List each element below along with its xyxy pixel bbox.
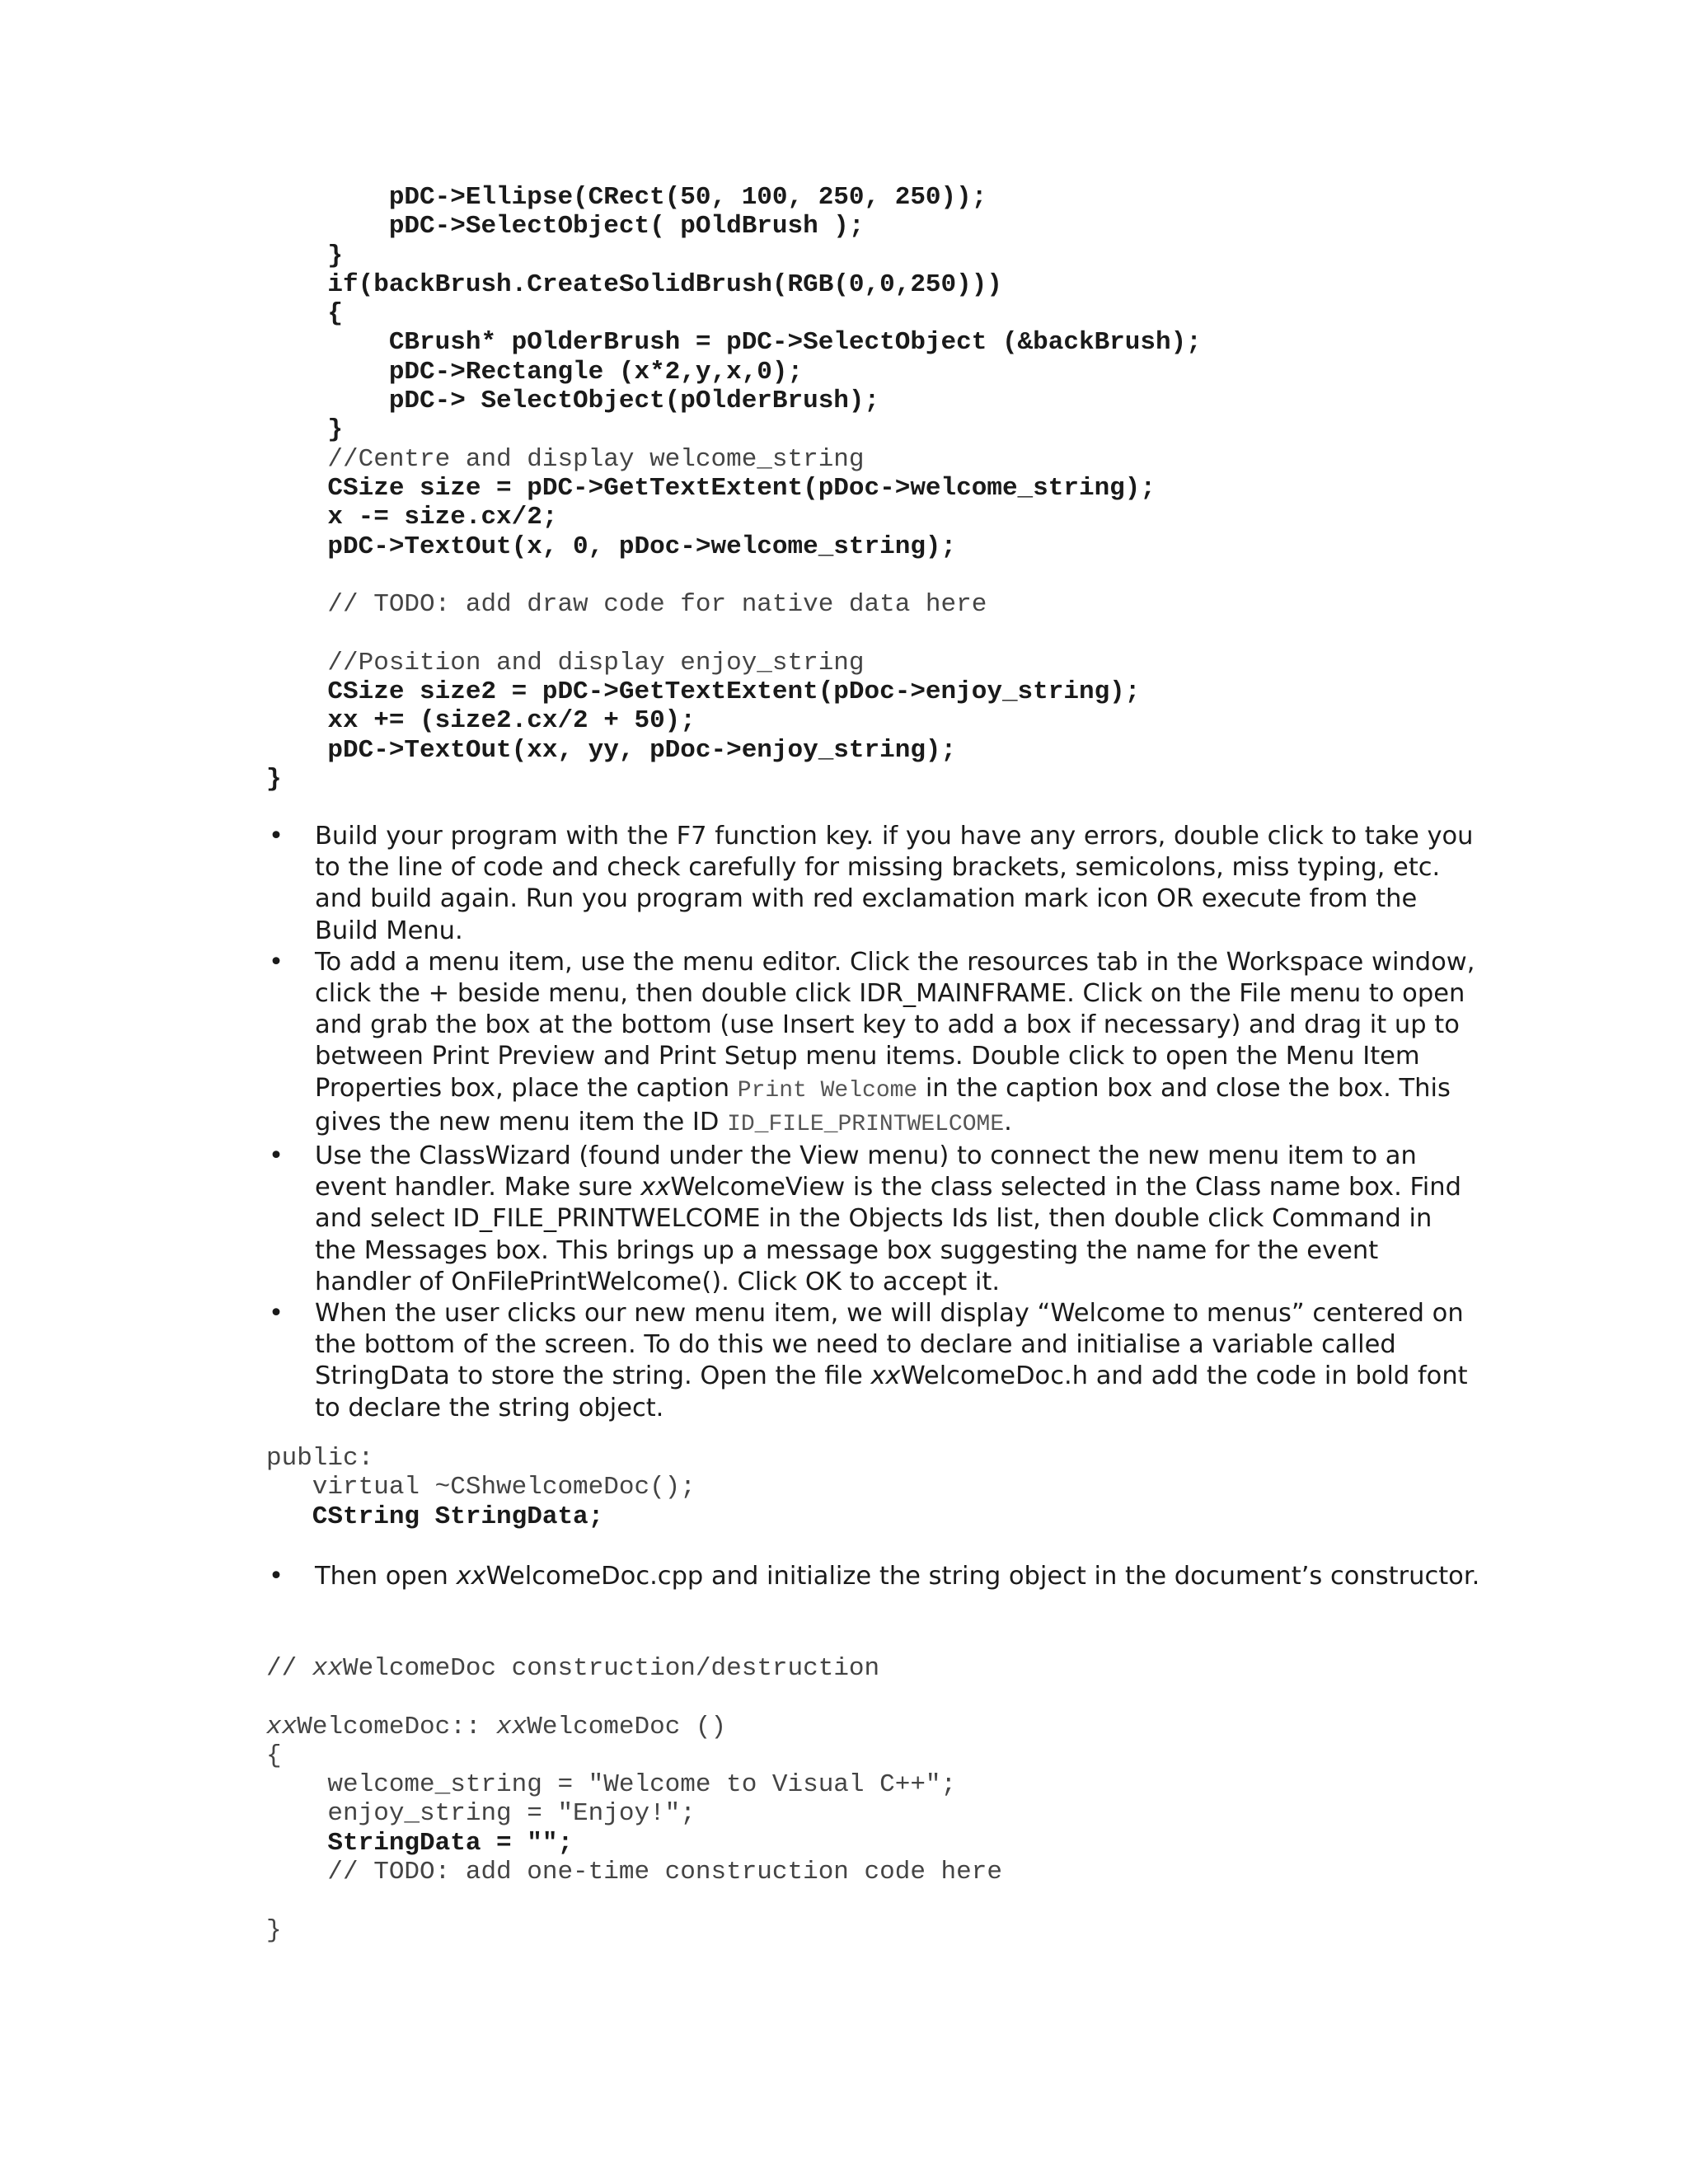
- code-line: pDC->TextOut(xx, yy, pDoc->enjoy_string);: [266, 735, 957, 765]
- italic-prefix: xx: [266, 1712, 298, 1741]
- code-comment: //Centre and display welcome_string: [266, 444, 865, 474]
- code-block-constructor: [266, 1654, 1002, 1945]
- code-blank: [266, 619, 1202, 648]
- code-line: }: [266, 1915, 282, 1945]
- code-line: welcome_string = "Welcome to Visual C++";: [266, 1770, 957, 1800]
- code-blank: [266, 1886, 1002, 1915]
- list-item-text: To add a menu item, use the menu editor. Click the resources tab in the Workspace window, click the + beside menu, then double click IDR_MAINFRAME. Click on the File menu to open and grab the box at the bottom (use Insert key to add a box if necessary) and drag it up to between Print Preview and Print Setup menu items. Double click to open the Menu Item Properties box, place the caption: [315, 947, 1475, 1103]
- code-text: WelcomeDoc::: [297, 1712, 497, 1741]
- list-item: [269, 821, 1480, 947]
- code-text: //: [266, 1654, 312, 1683]
- list-item: [269, 1561, 1480, 1592]
- code-block-declaration: [266, 1444, 696, 1531]
- list-item-text: WelcomeDoc.h and add the code in bold font to declare the string object.: [315, 1361, 1468, 1422]
- code-line: }: [266, 415, 344, 445]
- code-blank: [266, 1683, 1002, 1712]
- code-line: pDC-> SelectObject(pOlderBrush);: [266, 387, 880, 416]
- code-line: public:: [266, 1444, 374, 1473]
- code-line: enjoy_string = "Enjoy!";: [266, 1799, 696, 1829]
- italic-prefix: xx: [640, 1173, 671, 1202]
- bullet-icon: •: [269, 822, 284, 851]
- code-line: pDC->Rectangle (x*2,y,x,0);: [266, 357, 804, 387]
- code-line: {: [266, 299, 344, 329]
- list-item: [269, 947, 1480, 1141]
- italic-prefix: xx: [312, 1654, 344, 1683]
- code-comment: [266, 1654, 1002, 1683]
- list-item-text: Build your program with the F7 function key. if you have any errors, double click to take you to the line of code and check carefully for missing brackets, semicolons, miss typing, etc. and build again. Run you program with red exclamation mark icon OR execute from the Build Menu.: [315, 822, 1474, 945]
- code-line: CSize size = pDC->GetTextExtent(pDoc->welcome_string);: [266, 473, 1156, 503]
- code-line: StringData = "";: [266, 1828, 574, 1858]
- code-line: [266, 1713, 1002, 1741]
- code-line: pDC->SelectObject( pOldBrush );: [266, 212, 865, 241]
- code-line: xx += (size2.cx/2 + 50);: [266, 706, 696, 736]
- bullet-icon: •: [269, 1299, 284, 1329]
- list-item-text: When the user clicks our new menu item, we will display “Welcome to menus” centered on the bottom of the screen. To do this we need to declare and initialise a variable called StringData to store the string. Open the file: [315, 1299, 1464, 1391]
- code-line: pDC->Ellipse(CRect(50, 100, 250, 250));: [266, 183, 987, 212]
- id-code: ID_FILE_PRINTWELCOME: [727, 1111, 1005, 1137]
- italic-prefix: xx: [456, 1562, 486, 1591]
- instruction-list: [269, 821, 1480, 1424]
- bullet-icon: •: [269, 947, 284, 977]
- list-item: [269, 1298, 1480, 1424]
- code-comment: // TODO: add one-time construction code here: [266, 1858, 1002, 1887]
- italic-prefix: xx: [870, 1361, 901, 1391]
- code-text: WelcomeDoc (): [527, 1712, 727, 1741]
- code-line: {: [266, 1741, 282, 1770]
- code-line: }: [266, 241, 344, 270]
- code-comment: //Position and display enjoy_string: [266, 648, 865, 677]
- italic-prefix: xx: [496, 1712, 528, 1741]
- code-text: WelcomeDoc construction/destruction: [343, 1654, 880, 1683]
- instruction-list: [269, 1561, 1480, 1592]
- code-blank: [266, 561, 1202, 590]
- list-item-text: in the caption box and close the box. This gives the new menu item the ID: [315, 1073, 1451, 1137]
- bullet-icon: •: [269, 1562, 284, 1591]
- code-line: CBrush* pOlderBrush = pDC->SelectObject (&backBrush);: [266, 328, 1202, 358]
- code-line: }: [266, 764, 282, 794]
- code-line: CSize size2 = pDC->GetTextExtent(pDoc->enjoy_string);: [266, 677, 1141, 707]
- list-item: [269, 1141, 1480, 1298]
- code-line: if(backBrush.CreateSolidBrush(RGB(0,0,250))): [266, 269, 1002, 299]
- list-item-text: Then open: [315, 1562, 457, 1591]
- list-item-text: WelcomeView is the class selected in the Class name box. Find and select ID_FILE_PRINTWELCOME in the Objects Ids list, then double click Command in the Messages box. This brings up a message box suggesting the name for the event handler of OnFilePrintWelcome(). Click OK to accept it.: [315, 1173, 1461, 1296]
- code-block-draw: [266, 183, 1202, 794]
- code-comment: // TODO: add draw code for native data here: [266, 590, 987, 620]
- code-line: x -= size.cx/2;: [266, 503, 558, 532]
- list-item-text: .: [1004, 1107, 1012, 1137]
- bullet-icon: •: [269, 1141, 284, 1171]
- list-item-text: WelcomeDoc.cpp and initialize the string object in the document’s constructor.: [485, 1562, 1480, 1591]
- list-item-text: Use the ClassWizard (found under the View menu) to connect the new menu item to an event handler. Make sure: [315, 1141, 1417, 1202]
- code-line: virtual ~CShwelcomeDoc();: [266, 1473, 696, 1502]
- caption-code: Print Welcome: [737, 1077, 918, 1104]
- code-line: CString StringData;: [266, 1502, 604, 1531]
- code-line: pDC->TextOut(x, 0, pDoc->welcome_string);: [266, 532, 957, 561]
